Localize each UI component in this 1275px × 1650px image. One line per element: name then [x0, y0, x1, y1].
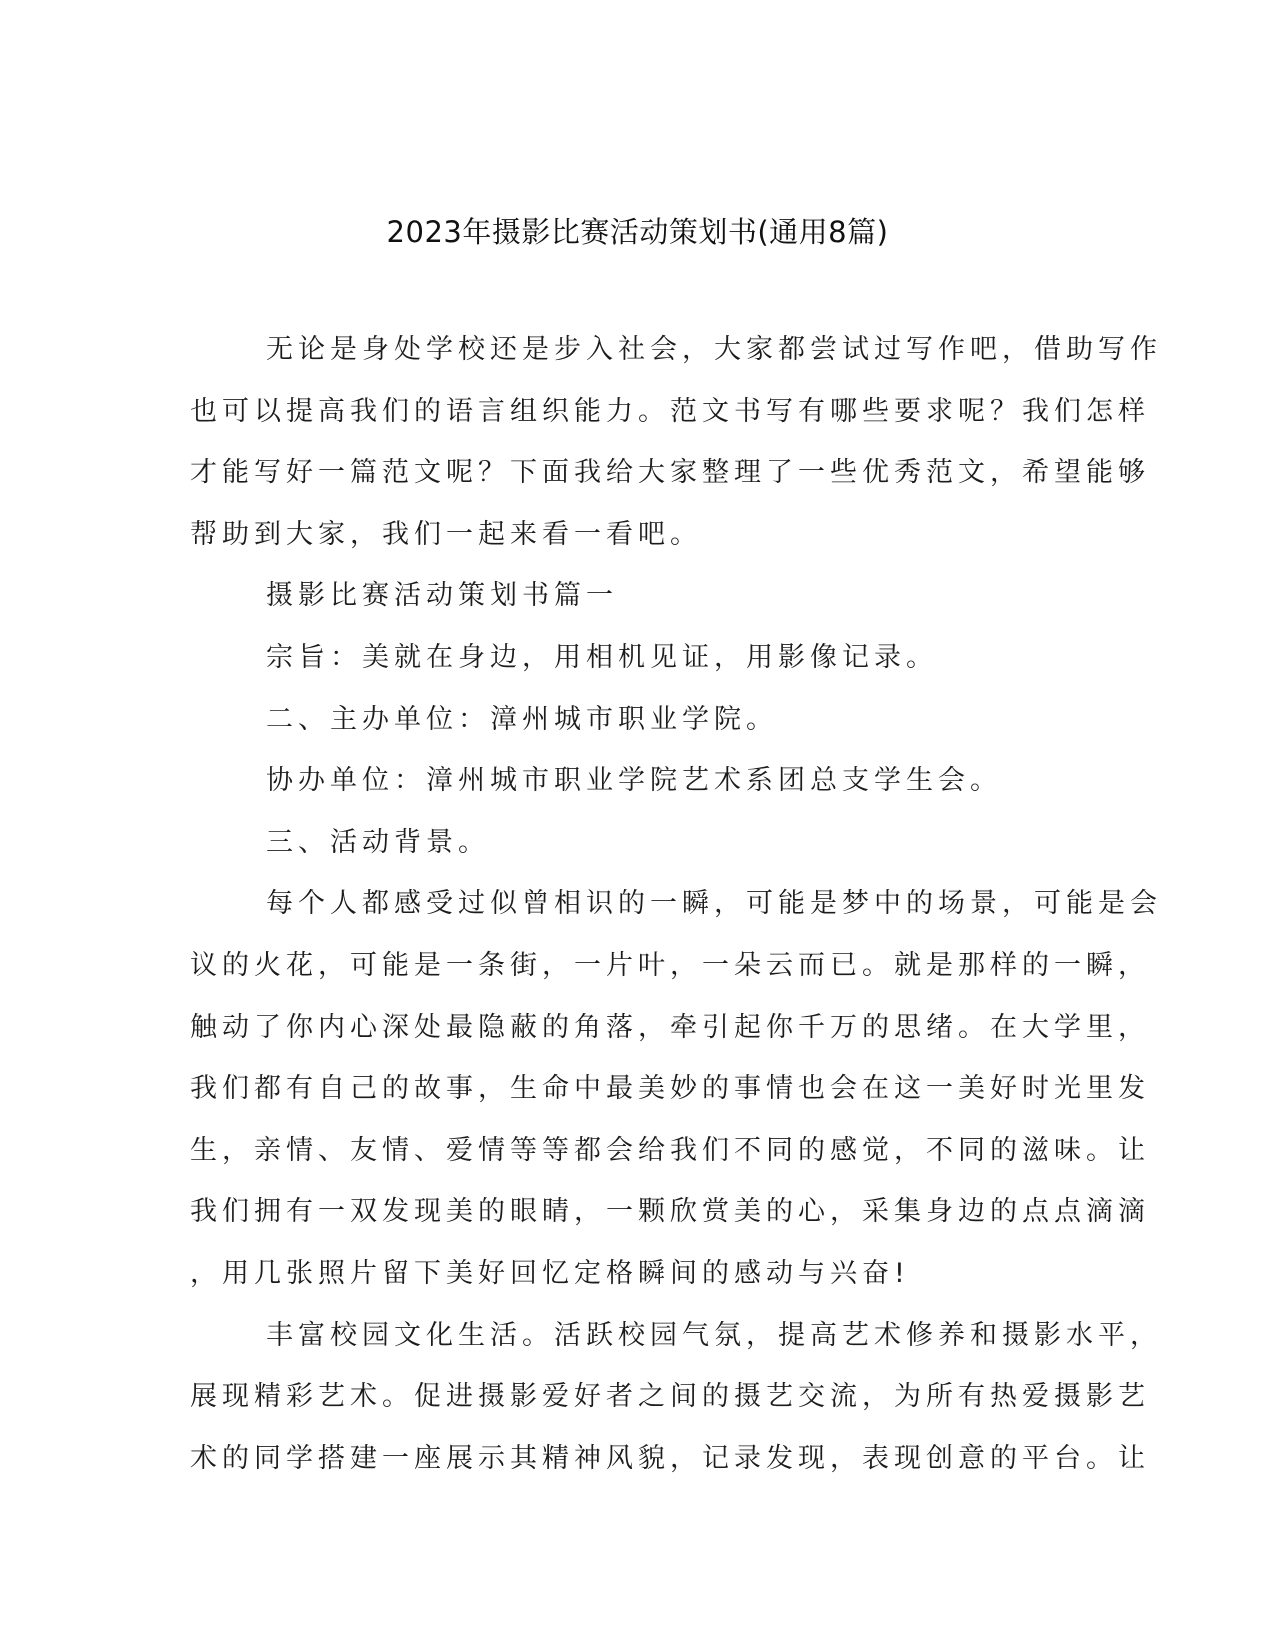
section-heading: 摄影比赛活动策划书篇一	[266, 580, 618, 612]
text-line: 无论是身处学校还是步入社会，大家都尝试过写作吧，借助写作	[266, 334, 1162, 365]
text-line: 帮助到大家，我们一起来看一看吧。	[190, 518, 702, 550]
text-line: 我们拥有一双发现美的眼睛，一颗欣赏美的心，采集身边的点点滴滴	[190, 1196, 1150, 1228]
text-line: 协办单位：漳州城市职业学院艺术系团总支学生会。	[266, 765, 1002, 797]
text-line: 丰富校园文化生活。活跃校园气氛，提高艺术修养和摄影水平，	[266, 1319, 1162, 1351]
text-line: 三、活动背景。	[266, 826, 490, 858]
text-line: ，用几张照片留下美好回忆定格瞬间的感动与兴奋!	[190, 1257, 910, 1289]
text-line: 触动了你内心深处最隐蔽的角落，牵引起你千万的思绪。在大学里，	[190, 1011, 1150, 1043]
text-line: 也可以提高我们的语言组织能力。范文书写有哪些要求呢？我们怎样	[190, 395, 1150, 427]
text-line: 二、主办单位：漳州城市职业学院。	[266, 703, 778, 735]
text-line: 展现精彩艺术。促进摄影爱好者之间的摄艺交流，为所有热爱摄影艺	[190, 1381, 1150, 1413]
text-line: 我们都有自己的故事，生命中最美妙的事情也会在这一美好时光里发	[190, 1073, 1150, 1105]
text-line: 才能写好一篇范文呢？下面我给大家整理了一些优秀范文，希望能够	[190, 457, 1150, 489]
text-line: 每个人都感受过似曾相识的一瞬，可能是梦中的场景，可能是会	[266, 888, 1162, 920]
text-line: 宗旨：美就在身边，用相机见证，用影像记录。	[266, 641, 938, 673]
text-line: 术的同学搭建一座展示其精神风貌，记录发现，表现创意的平台。让	[190, 1442, 1150, 1474]
document-title: 2023年摄影比赛活动策划书(通用8篇)	[386, 215, 889, 249]
text-line: 议的火花，可能是一条街，一片叶，一朵云而已。就是那样的一瞬，	[190, 949, 1150, 981]
document-body	[190, 327, 1162, 1497]
text-line: 生，亲情、友情、爱情等等都会给我们不同的感觉，不同的滋味。让	[190, 1134, 1150, 1166]
